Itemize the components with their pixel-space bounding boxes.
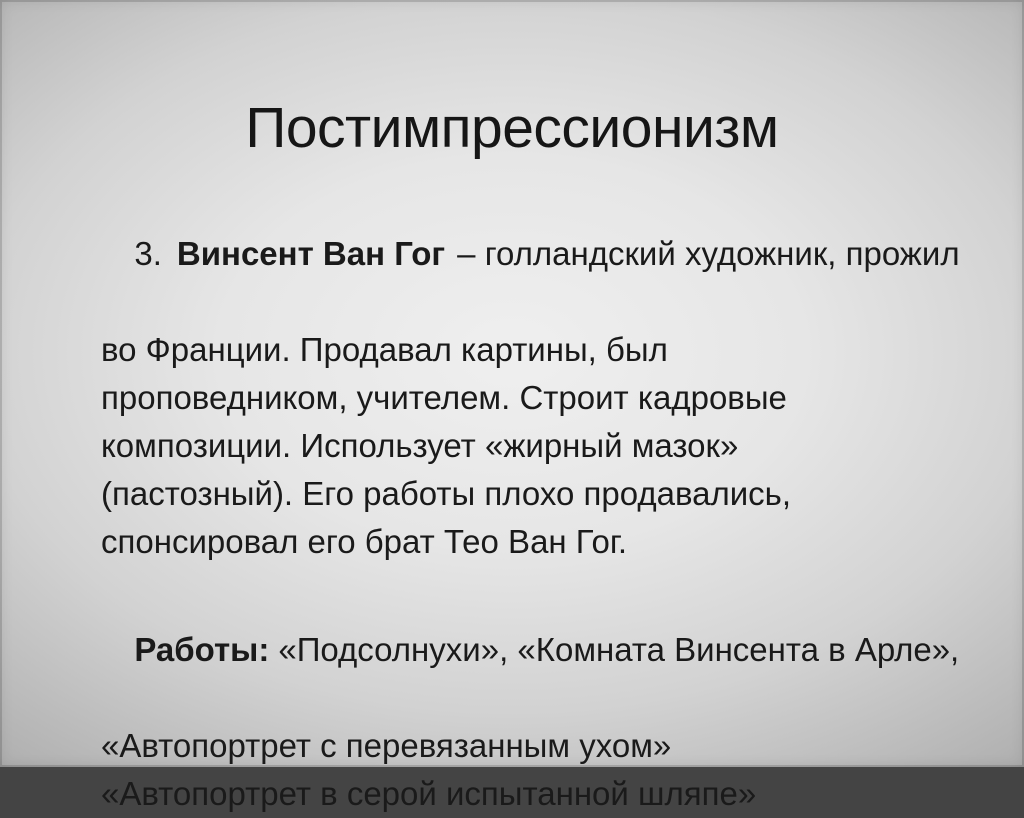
text-line: проповедником, учителем. Строит кадровые (101, 379, 787, 416)
text-run: «Подсолнухи», «Комната Винсента в Арле», (278, 631, 960, 668)
text-line (61, 578, 994, 722)
text-line: (пастозный). Его работы плохо продавались, (101, 475, 792, 512)
text-line: композиции. Использует «жирный мазок» (101, 427, 739, 464)
works-label-bold: Работы: (134, 631, 270, 668)
text-line: спонсировал его брат Тео Ван Гог. (101, 523, 628, 560)
slide-title: Постимпрессионизм (245, 96, 779, 161)
text-line (61, 182, 994, 326)
list-number: 3. (134, 235, 162, 272)
works-paragraph (61, 578, 994, 818)
text-run: – голландский художник, прожил (457, 235, 960, 272)
text-line: «Автопортрет с перевязанным ухом» (101, 727, 672, 764)
numbered-item-van-gogh (61, 182, 994, 566)
text-line: «Автопортрет в серой испытанной шляпе» (101, 775, 757, 812)
text-line: во Франции. Продавал картины, был (101, 331, 668, 368)
slide-body-text (61, 182, 994, 818)
artist-name-bold: Винсент Ван Гог (176, 235, 446, 272)
